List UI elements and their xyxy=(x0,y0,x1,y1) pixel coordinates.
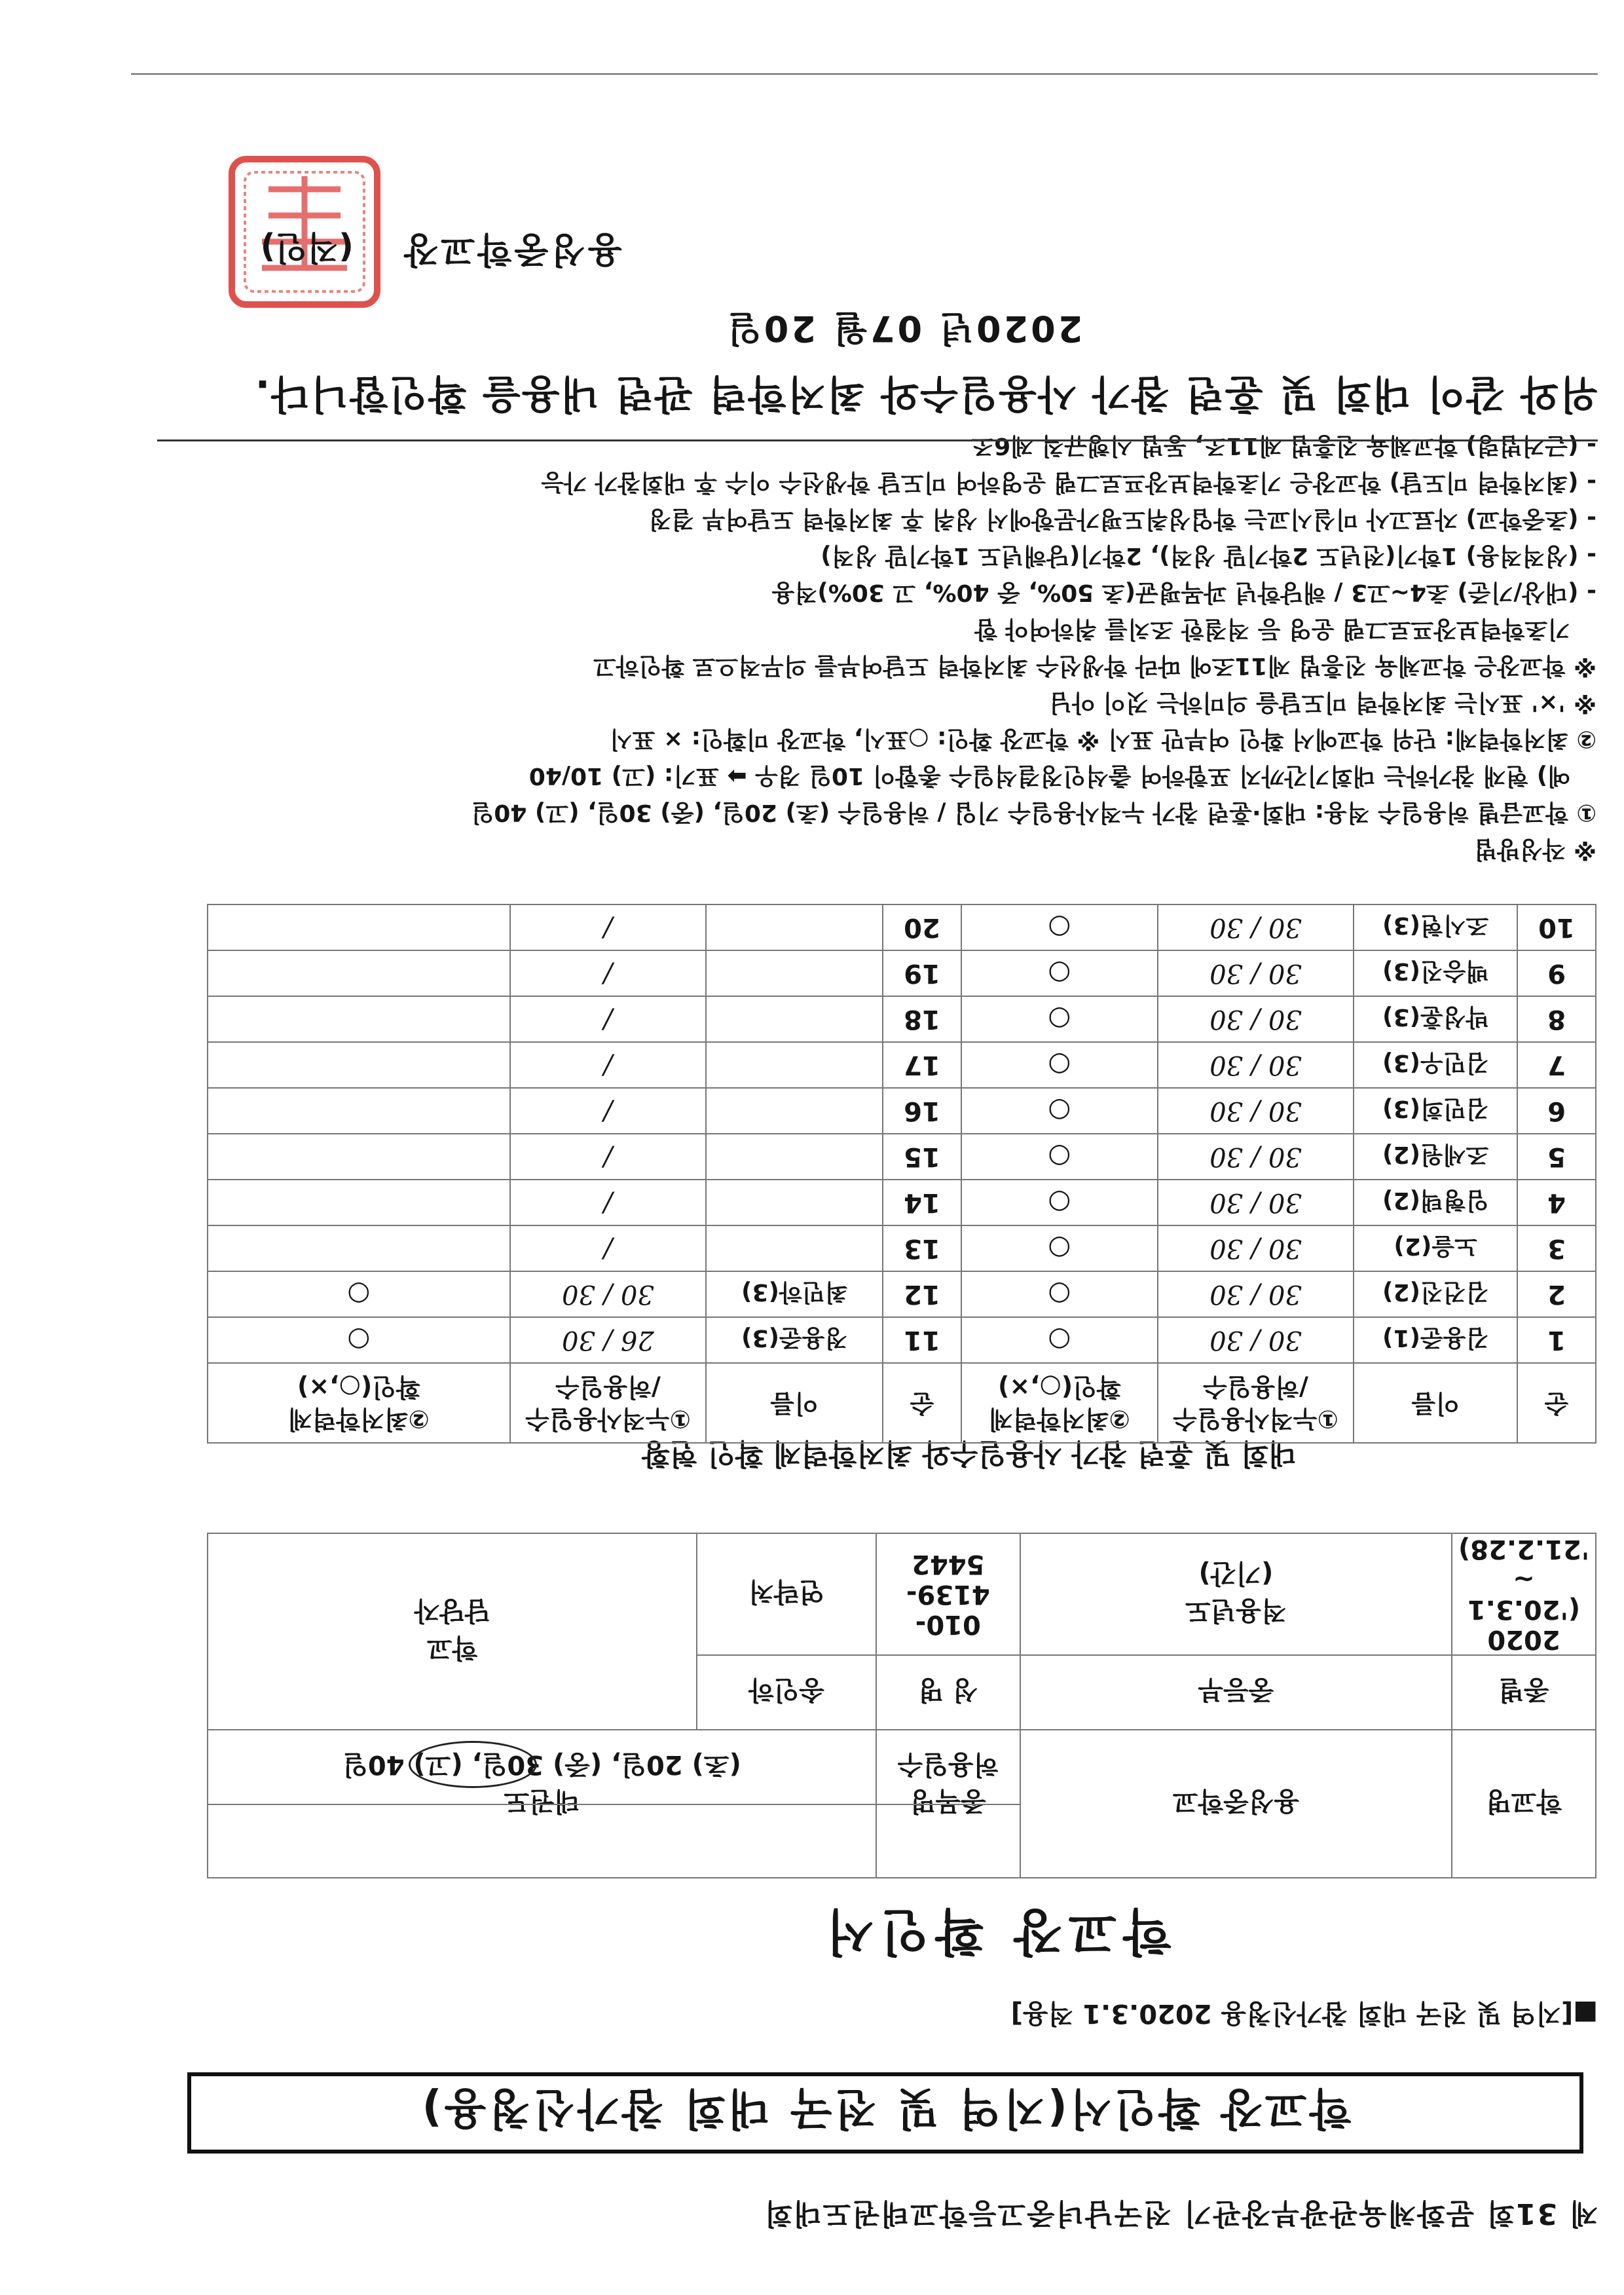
roster-used-days: / xyxy=(510,905,707,950)
roster-no: 11 xyxy=(883,1317,961,1363)
roster-no: 12 xyxy=(883,1271,961,1317)
roster-name: 임형택(2) xyxy=(1354,1180,1517,1225)
allowed-days-value: (초) 20일, (중) 30일, (고) 40일 xyxy=(208,1730,876,1804)
name-label: 성 명 xyxy=(876,1655,1020,1730)
name-value: 송인하 xyxy=(697,1655,876,1730)
roster-name: 김용준(1) xyxy=(1354,1317,1517,1363)
roster-used-days: 30 / 30 xyxy=(1158,1271,1354,1317)
table-row xyxy=(208,1042,1596,1088)
table-row xyxy=(208,905,1596,950)
sport-label: 종목명 xyxy=(876,1730,1020,1878)
roster-name xyxy=(706,1088,883,1134)
guide-line: - (최저학력 미도달) 학교장은 기초학력보장프로그램 운영하여 미도달 학생선수 이수 후 대회참가 가능 xyxy=(541,469,1596,496)
roster-name xyxy=(706,996,883,1042)
roster-used-days: 30 / 30 xyxy=(1158,996,1354,1042)
staff-info-table xyxy=(207,1533,1596,1730)
header-no-left: 순 xyxy=(1517,1363,1596,1443)
roster-no: 14 xyxy=(883,1180,961,1225)
roster-name: 조세원(2) xyxy=(1354,1134,1517,1180)
table-row xyxy=(208,1271,1596,1317)
seal-label: (직인) xyxy=(260,229,354,267)
roster-no: 7 xyxy=(1517,1042,1596,1088)
roster-no: 6 xyxy=(1517,1088,1596,1134)
roster-used-days: 30 / 30 xyxy=(1158,1317,1354,1363)
roster-check: ○ xyxy=(961,1317,1158,1363)
roster-used-days: / xyxy=(510,996,707,1042)
roster-check xyxy=(208,1088,510,1134)
guide-line: 예) 현재 참가하는 대회기간까지 포함하여 출석인정결석일수 총합이 10일 경우 ➡ 표기: (고) 10/40 xyxy=(528,762,1570,789)
roster-no: 19 xyxy=(883,950,961,996)
roster-name xyxy=(706,1180,883,1225)
roster-name xyxy=(706,905,883,950)
roster-no: 1 xyxy=(1517,1317,1596,1363)
staff-label: 학교 담당자 xyxy=(208,1533,697,1730)
sport-value: 태권도 xyxy=(208,1730,876,1878)
guide-line: - (초중학교) 자료고사 미실시교는 학업성취도평가문항에서 성취 후 최저학력 도달여부 결정 xyxy=(648,506,1596,532)
roster-no: 3 xyxy=(1517,1225,1596,1271)
signer-name: 용성중학교장 xyxy=(401,229,622,271)
header-name-left: 이름 xyxy=(1354,1363,1517,1443)
roster-used-days: 30 / 30 xyxy=(1158,1225,1354,1271)
roster-used-days: / xyxy=(510,950,707,996)
roster-check: ○ xyxy=(961,996,1158,1042)
roster-name: 최민하(3) xyxy=(706,1271,883,1317)
roster-used-days: / xyxy=(510,1042,707,1088)
header-used-right: ①누적사용일수 /허용일수 xyxy=(510,1363,707,1443)
roster-check xyxy=(208,996,510,1042)
roster-check xyxy=(208,1134,510,1180)
confirmation-text: 위와 같이 대회 및 훈련 참가 사용일수와 최저학력 관련 내용을 확인합니다. xyxy=(157,369,1598,441)
roster-no: 16 xyxy=(883,1088,961,1134)
contact-value: 010-4139-5442 xyxy=(876,1533,1020,1655)
roster-table xyxy=(207,904,1596,1444)
guide-line: - (대상/기준) 초4~고3 / 해당학년 과목평균(초 50%, 중 40%, 고 30%)적용 xyxy=(771,579,1596,606)
roster-used-days: / xyxy=(510,1088,707,1134)
roster-no: 15 xyxy=(883,1134,961,1180)
roster-used-days: / xyxy=(510,1134,707,1180)
roster-check: ○ xyxy=(961,905,1158,950)
roster-no: 2 xyxy=(1517,1271,1596,1317)
header-no-right: 순 xyxy=(883,1363,961,1443)
table-row xyxy=(208,1317,1596,1363)
roster-no: 9 xyxy=(1517,950,1596,996)
header-name-right: 이름 xyxy=(706,1363,883,1443)
roster-no: 5 xyxy=(1517,1134,1596,1180)
position-value: 중등부 xyxy=(1020,1655,1452,1730)
roster-no: 18 xyxy=(883,996,961,1042)
roster-used-days: 30 / 30 xyxy=(1158,1042,1354,1088)
application-note: ■[지역 및 전국 대회 참가신청용 2020.3.1 적용] xyxy=(1010,1998,1598,2028)
guide-section xyxy=(189,427,1596,867)
roster-used-days: 30 / 30 xyxy=(1158,905,1354,950)
allowed-days-circle-mark xyxy=(409,1741,537,1788)
roster-used-days: / xyxy=(510,1225,707,1271)
roster-name: 김민우(3) xyxy=(1354,1042,1517,1088)
roster-check: ○ xyxy=(961,1271,1158,1317)
roster-used-days: 30 / 30 xyxy=(1158,1134,1354,1180)
roster-check xyxy=(208,1225,510,1271)
guide-line: - (근거법령) 학교체육 진흥법 제11조, 동법 시행규칙 제6조 xyxy=(971,432,1596,459)
bottom-rule xyxy=(131,73,1598,75)
year-label: 적용년도 (기간) xyxy=(1020,1533,1452,1655)
confirmation-date: 2020년 07월 20일 xyxy=(724,308,1083,349)
roster-name xyxy=(706,950,883,996)
school-label: 학교명 xyxy=(1452,1730,1596,1878)
roster-name: 김민희(3) xyxy=(1354,1088,1517,1134)
header-check-right: ②최저학력제 확인(○,×) xyxy=(208,1363,510,1443)
table-row xyxy=(208,950,1596,996)
table-row xyxy=(208,1134,1596,1180)
roster-name: 노을(2) xyxy=(1354,1225,1517,1271)
roster-check: ○ xyxy=(961,1134,1158,1180)
roster-used-days: 30 / 30 xyxy=(510,1271,707,1317)
guide-line: - (성적적용) 1학기(전년도 2학기말 성적), 2학기(당해년도 1학기말 성적) xyxy=(821,542,1596,569)
school-value: 용성중학교 xyxy=(1020,1730,1452,1878)
guide-line: ※ '×' 표시는 최저학력 미도달을 의미하는 것이 아님 xyxy=(1049,689,1596,716)
table-row xyxy=(208,1180,1596,1225)
roster-used-days: / xyxy=(510,1180,707,1225)
main-title: 학교장 확인서 xyxy=(819,1903,1172,1961)
roster-no: 8 xyxy=(1517,996,1596,1042)
roster-no: 20 xyxy=(883,905,961,950)
roster-no: 13 xyxy=(883,1225,961,1271)
roster-name: 김건진(2) xyxy=(1354,1271,1517,1317)
guide-line: ※ 학교장은 학교체육 진흥법 제11조에 따라 학생선수 최저학력 도달여부를 의무적으로 확인하고 xyxy=(593,652,1596,679)
roster-name xyxy=(706,1225,883,1271)
roster-used-days: 30 / 30 xyxy=(1158,950,1354,996)
guide-heading: ※ 작성방법 xyxy=(1474,836,1596,863)
roster-name: 정용준(3) xyxy=(706,1317,883,1363)
document-box-title: 학교장 확인서(지역 및 전국 대회 참가신청용) xyxy=(187,2072,1583,2154)
year-value: 2020 ('20.3.1 ~ '21.2.28) xyxy=(1452,1533,1596,1655)
roster-used-days: 26 / 30 xyxy=(510,1317,707,1363)
roster-check: ○ xyxy=(961,1042,1158,1088)
table-row xyxy=(208,1225,1596,1271)
roster-no: 10 xyxy=(1517,905,1596,950)
roster-name: 박성훈(3) xyxy=(1354,996,1517,1042)
roster-check: ○ xyxy=(961,1225,1158,1271)
guide-line: ① 학교급별 허용일수 적용: 대회·훈련 참가 누적사용일수 기입 / 허용일수 (초) 20일, (중) 30일, (고) 40일 xyxy=(471,799,1596,826)
guide-line: ② 최저학력제: 단위 학교에서 확인 여부만 표시 ※ 학교장 확인: ○표시, 학교장 미확인: × 표시 xyxy=(610,726,1596,753)
event-line: 제 31회 문화체육관광부장관기 전국남녀중고등학교태권도대회 xyxy=(763,2197,1598,2230)
position-label: 종별 xyxy=(1452,1655,1596,1730)
allowed-days-label: 허용일수 xyxy=(876,1730,1020,1804)
roster-name: 백승진(3) xyxy=(1354,950,1517,996)
roster-check xyxy=(208,1180,510,1225)
roster-check: ○ xyxy=(961,950,1158,996)
roster-name: 조시현(3) xyxy=(1354,905,1517,950)
table-row xyxy=(208,996,1596,1042)
roster-check xyxy=(208,1042,510,1088)
roster-check: ○ xyxy=(961,1180,1158,1225)
contact-label: 연락처 xyxy=(697,1533,876,1655)
roster-used-days: 30 / 30 xyxy=(1158,1180,1354,1225)
roster-check: ○ xyxy=(208,1271,510,1317)
roster-no: 17 xyxy=(883,1042,961,1088)
header-check-left: ②최저학력제 확인(○,×) xyxy=(961,1363,1158,1443)
roster-name xyxy=(706,1134,883,1180)
roster-check xyxy=(208,905,510,950)
roster-name xyxy=(706,1042,883,1088)
roster-title: 대회 및 훈련 참가 사용일수와 최저학력제 확인 현황 xyxy=(642,1437,1297,1470)
roster-check: ○ xyxy=(961,1088,1158,1134)
roster-check: ○ xyxy=(208,1317,510,1363)
guide-line: 기초학력보장프로그램 운영 등 적절한 조치를 취하여야 함 xyxy=(974,616,1570,643)
roster-no: 4 xyxy=(1517,1180,1596,1225)
roster-used-days: 30 / 30 xyxy=(1158,1088,1354,1134)
header-used-left: ①누적사용일수 /허용일수 xyxy=(1158,1363,1354,1443)
roster-check xyxy=(208,950,510,996)
table-row xyxy=(208,1088,1596,1134)
